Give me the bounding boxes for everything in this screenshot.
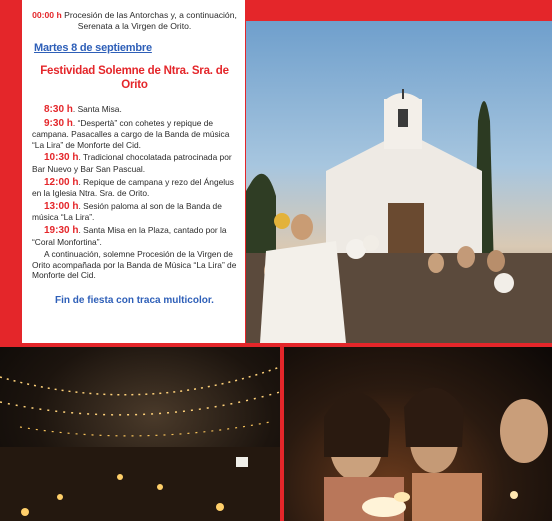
program-panel bbox=[22, 0, 245, 343]
event-time: 8:30 h bbox=[44, 104, 73, 115]
event-text: “Despertà” con cohetes y repique de campana. Pasacalles a cargo de la Banda de música “La Lira” de Monforte del Cid. bbox=[32, 117, 230, 150]
chapel-mass-photo bbox=[246, 21, 552, 343]
event-time: 19:30 h bbox=[44, 224, 79, 236]
festival-title: Festividad Solemne de Ntra. Sra. de Orito bbox=[40, 65, 229, 91]
event-text: Repique de campana y rezo del Ángelus en la Iglesia Ntra. Sra. de Orito. bbox=[32, 176, 234, 199]
event-time: 12:00 h bbox=[44, 176, 79, 188]
candle-girls-photo bbox=[284, 347, 552, 521]
event-text: Santa Misa en la Plaza, cantado por la “Coral Monfortina”. bbox=[32, 224, 227, 247]
event-time: 10:30 h bbox=[44, 152, 79, 164]
intro-text: Procesión de las Antorchas y, a continuación, Serenata a la Virgen de Orito. bbox=[64, 10, 237, 31]
event-time: 13:00 h bbox=[44, 200, 79, 212]
event-item: 9:30 h. “Despertà” con cohetes y repique de campana. Pasacalles a cargo de la Banda de música “La Lira” de Monforte del Cid. bbox=[32, 117, 230, 150]
event-item: 10:30 h. Tradicional chocolatada patrocinada por Bar Nuevo y Bar San Pascual. bbox=[32, 152, 232, 174]
closing-line: Fin de fiesta con traca multicolor. bbox=[55, 294, 214, 306]
date-heading: Martes 8 de septiembre bbox=[34, 42, 152, 54]
intro-line bbox=[32, 10, 237, 32]
night-street-photo bbox=[0, 347, 280, 521]
event-text: Tradicional chocolatada patrocinada por Bar Nuevo y Bar San Pascual. bbox=[32, 152, 232, 174]
procession-text: A continuación, solemne Procesión de la Virgen de Orito acompañada por la Banda de Música “La Lira” de Monforte del Cid. bbox=[32, 249, 237, 281]
event-item: 19:30 h. Santa Misa en la Plaza, cantado por la “Coral Monfortina”. bbox=[32, 224, 227, 247]
event-item: 13:00 h. Sesión paloma al son de la Banda de música “La Lira”. bbox=[32, 200, 222, 223]
event-item: 12:00 h. Repique de campana y rezo del Ángelus en la Iglesia Ntra. Sra. de Orito. bbox=[32, 176, 234, 199]
event-item: 8:30 h. Santa Misa. bbox=[44, 104, 122, 115]
event-text: Sesión paloma al son de la Banda de música “La Lira”. bbox=[32, 200, 222, 223]
event-text: Santa Misa. bbox=[77, 104, 122, 114]
event-time: 9:30 h bbox=[44, 117, 73, 129]
intro-time: 00:00 h bbox=[32, 10, 62, 20]
